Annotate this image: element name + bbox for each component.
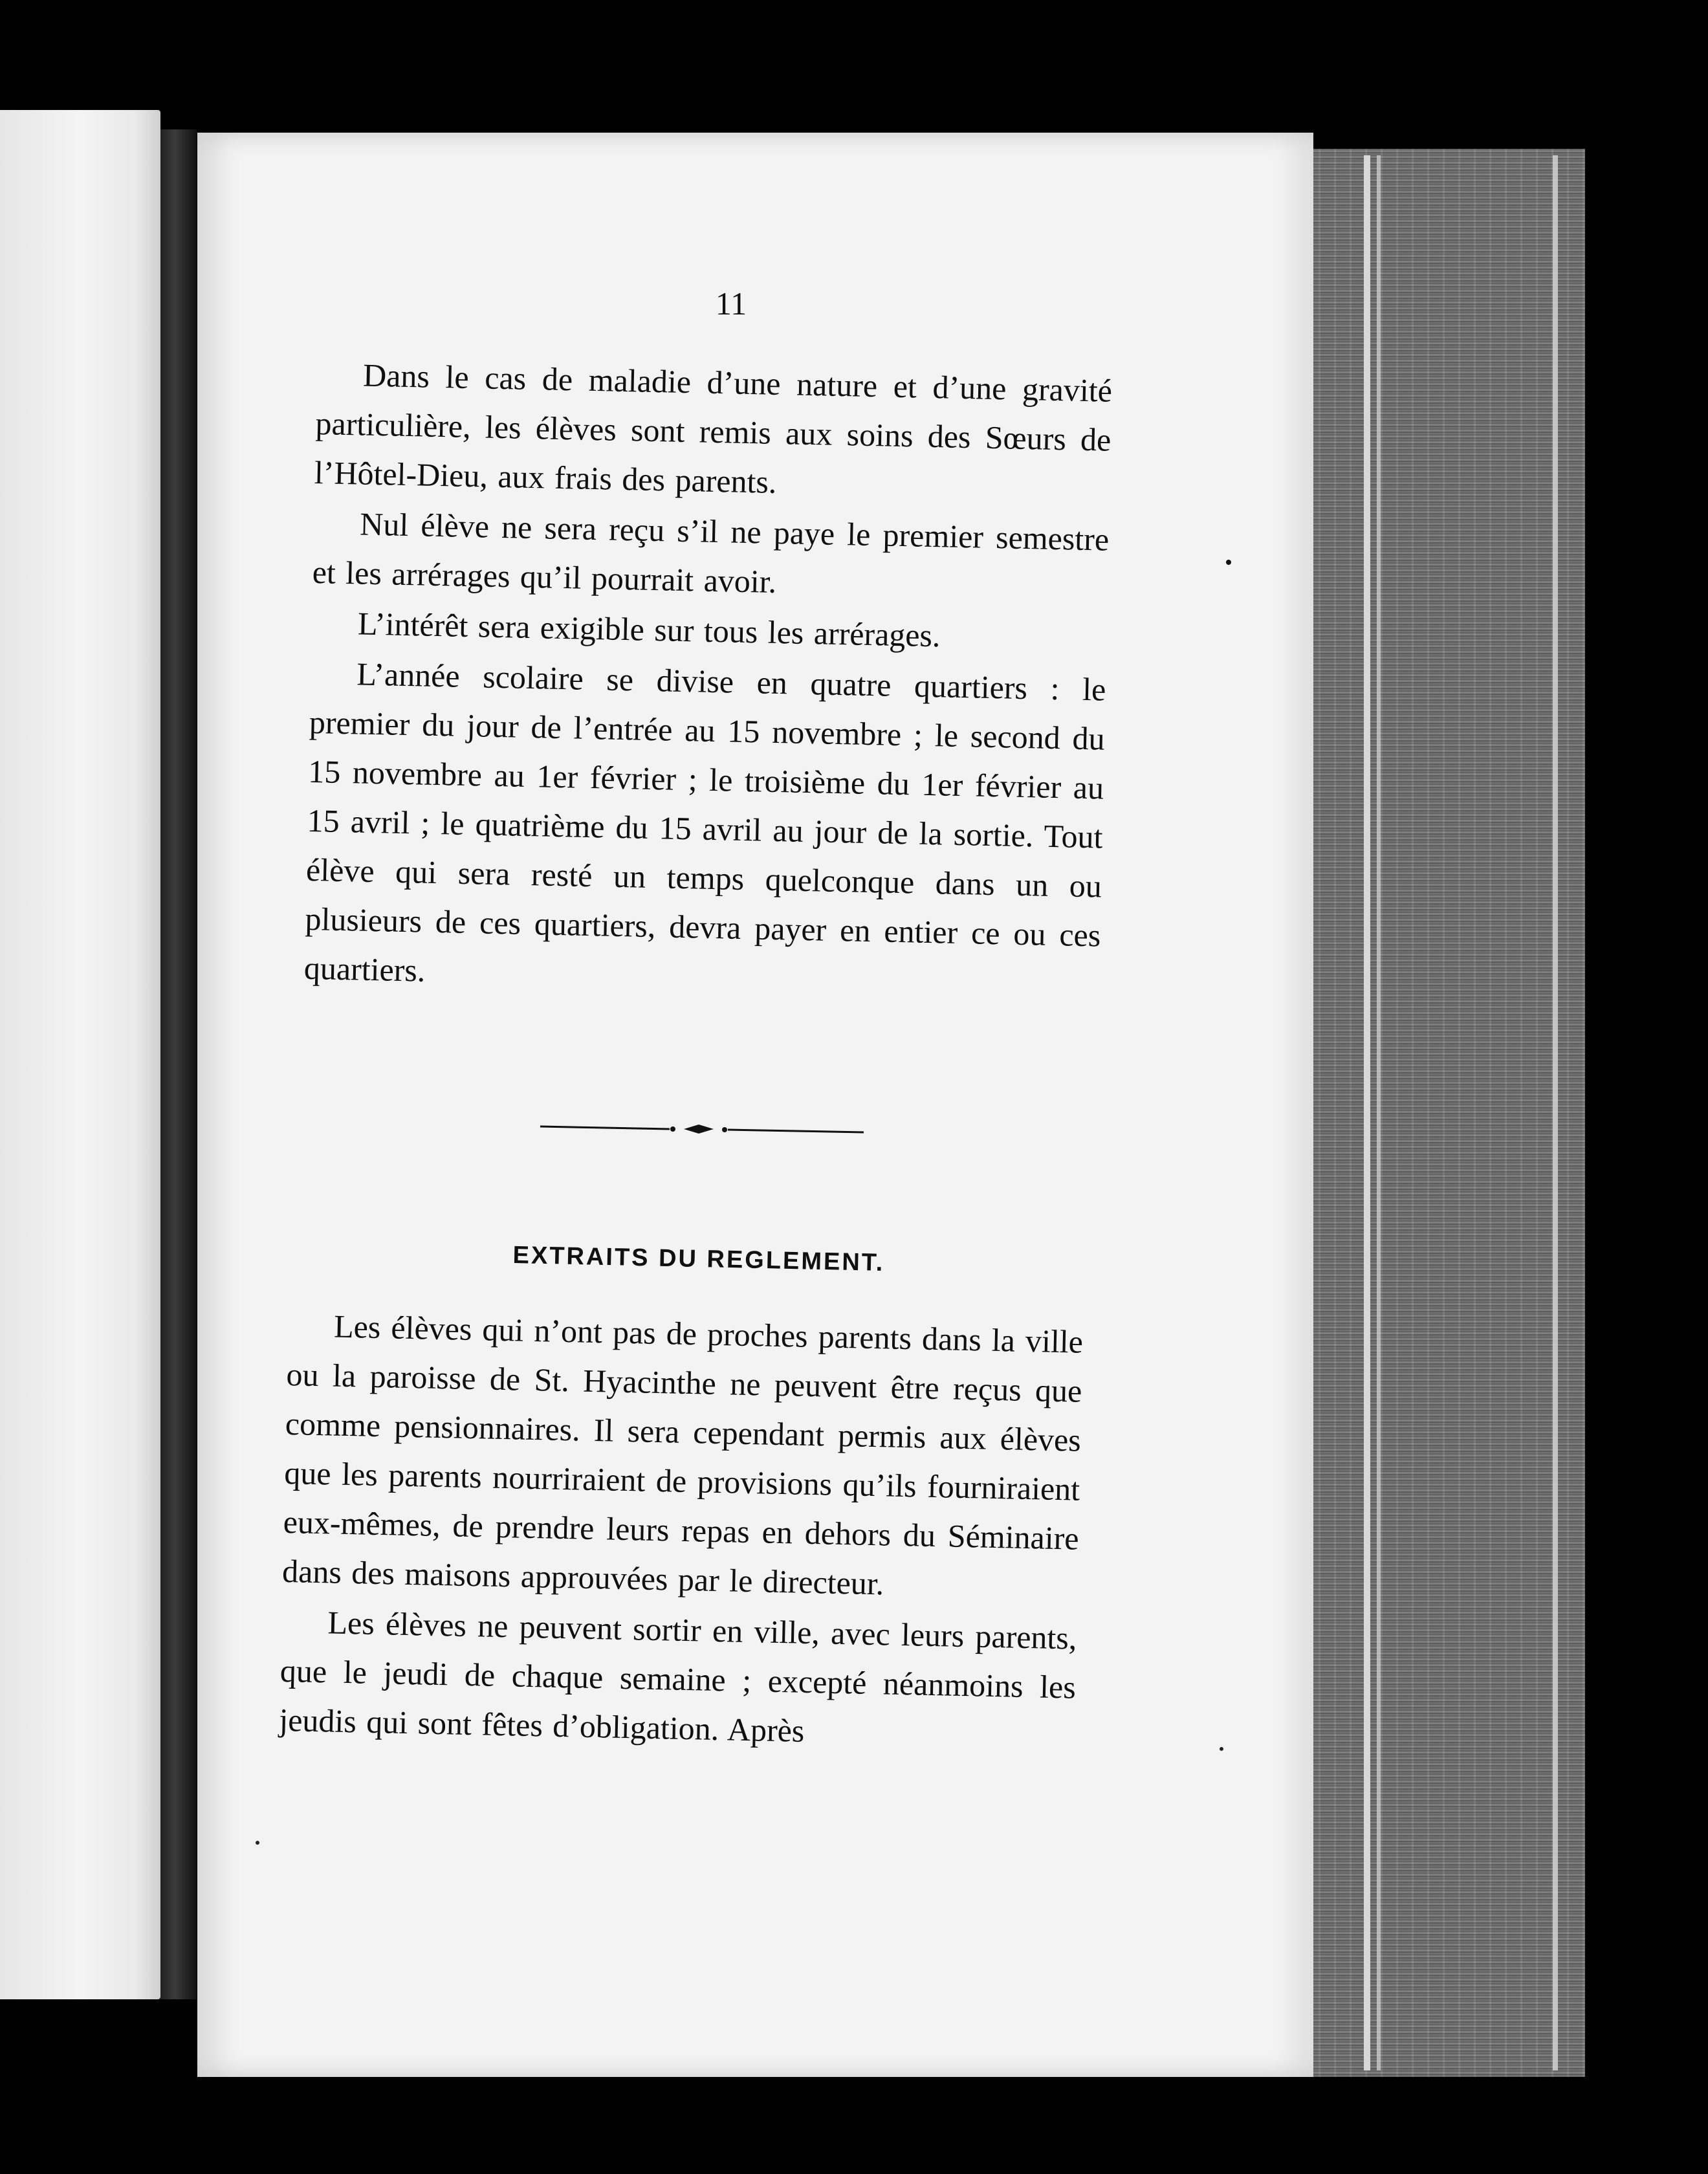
page-edge-stripe [1553,155,1558,2070]
ink-speck [1220,1747,1223,1751]
paragraph-outings: Les élèves ne peuvent sortir en ville, avec leurs parents, que le jeudi de chaque semaine ; excepté néanmoins les jeudis qui sont fêtes d’obligation. Après [278,1604,1077,1749]
paragraph-admission: Nul élève ne sera reçu s’il ne paye le premier semestre et les arrérages qu’il pourrait avoir. [312,505,1110,600]
paragraph-boarders: Les élèves qui n’ont pas de proches parents dans la ville ou la paroisse de St. Hyacinthe ne peuvent être reçus que comme pensionnaires. Il sera cependant permis aux élèves que les parents nourriraient de provisions qu’ils fourniraient eux-mêmes, de prendre leurs repas en dehors du Séminaire dans des maisons approuvées par le directeur. [281,1308,1084,1602]
page-number: 11 [715,285,747,322]
page-block-edges [1287,149,1585,2077]
ink-speck [1226,560,1231,565]
paragraph-interest: L’intérêt sera exigible sur tous les arrérages. [357,605,941,654]
ink-speck [256,1841,259,1845]
section-heading: EXTRAITS DU REGLEMENT. [512,1241,885,1277]
paragraph-illness: Dans le cas de maladie d’une nature et d’une gravité particulière, les élèves sont remis aux soins des Sœurs de l’Hôtel-Dieu, aux frais des parents. [314,357,1113,500]
facing-page-edge [0,110,160,1999]
page-edge-stripe [1377,155,1381,2070]
book-gutter [160,129,197,1999]
upper-text-block [303,349,1113,1011]
lower-text-block [279,1301,1084,1762]
paragraph-school-year: L’année scolaire se divise en quatre quartiers : le premier du jour de l’entrée au 15 novembre ; le second du 15 novembre au 1er février ; le troisième du 1er février au 15 avril ; le quatrième du 15 avril au jour de la sortie. Tout élève qui sera resté un temps quelconque dans un ou plusieurs de ces quartiers, devra payer en entier ce ou ces quartiers. [303,655,1106,989]
ornamental-divider [540,1116,864,1142]
page-edge-stripe [1364,155,1370,2070]
